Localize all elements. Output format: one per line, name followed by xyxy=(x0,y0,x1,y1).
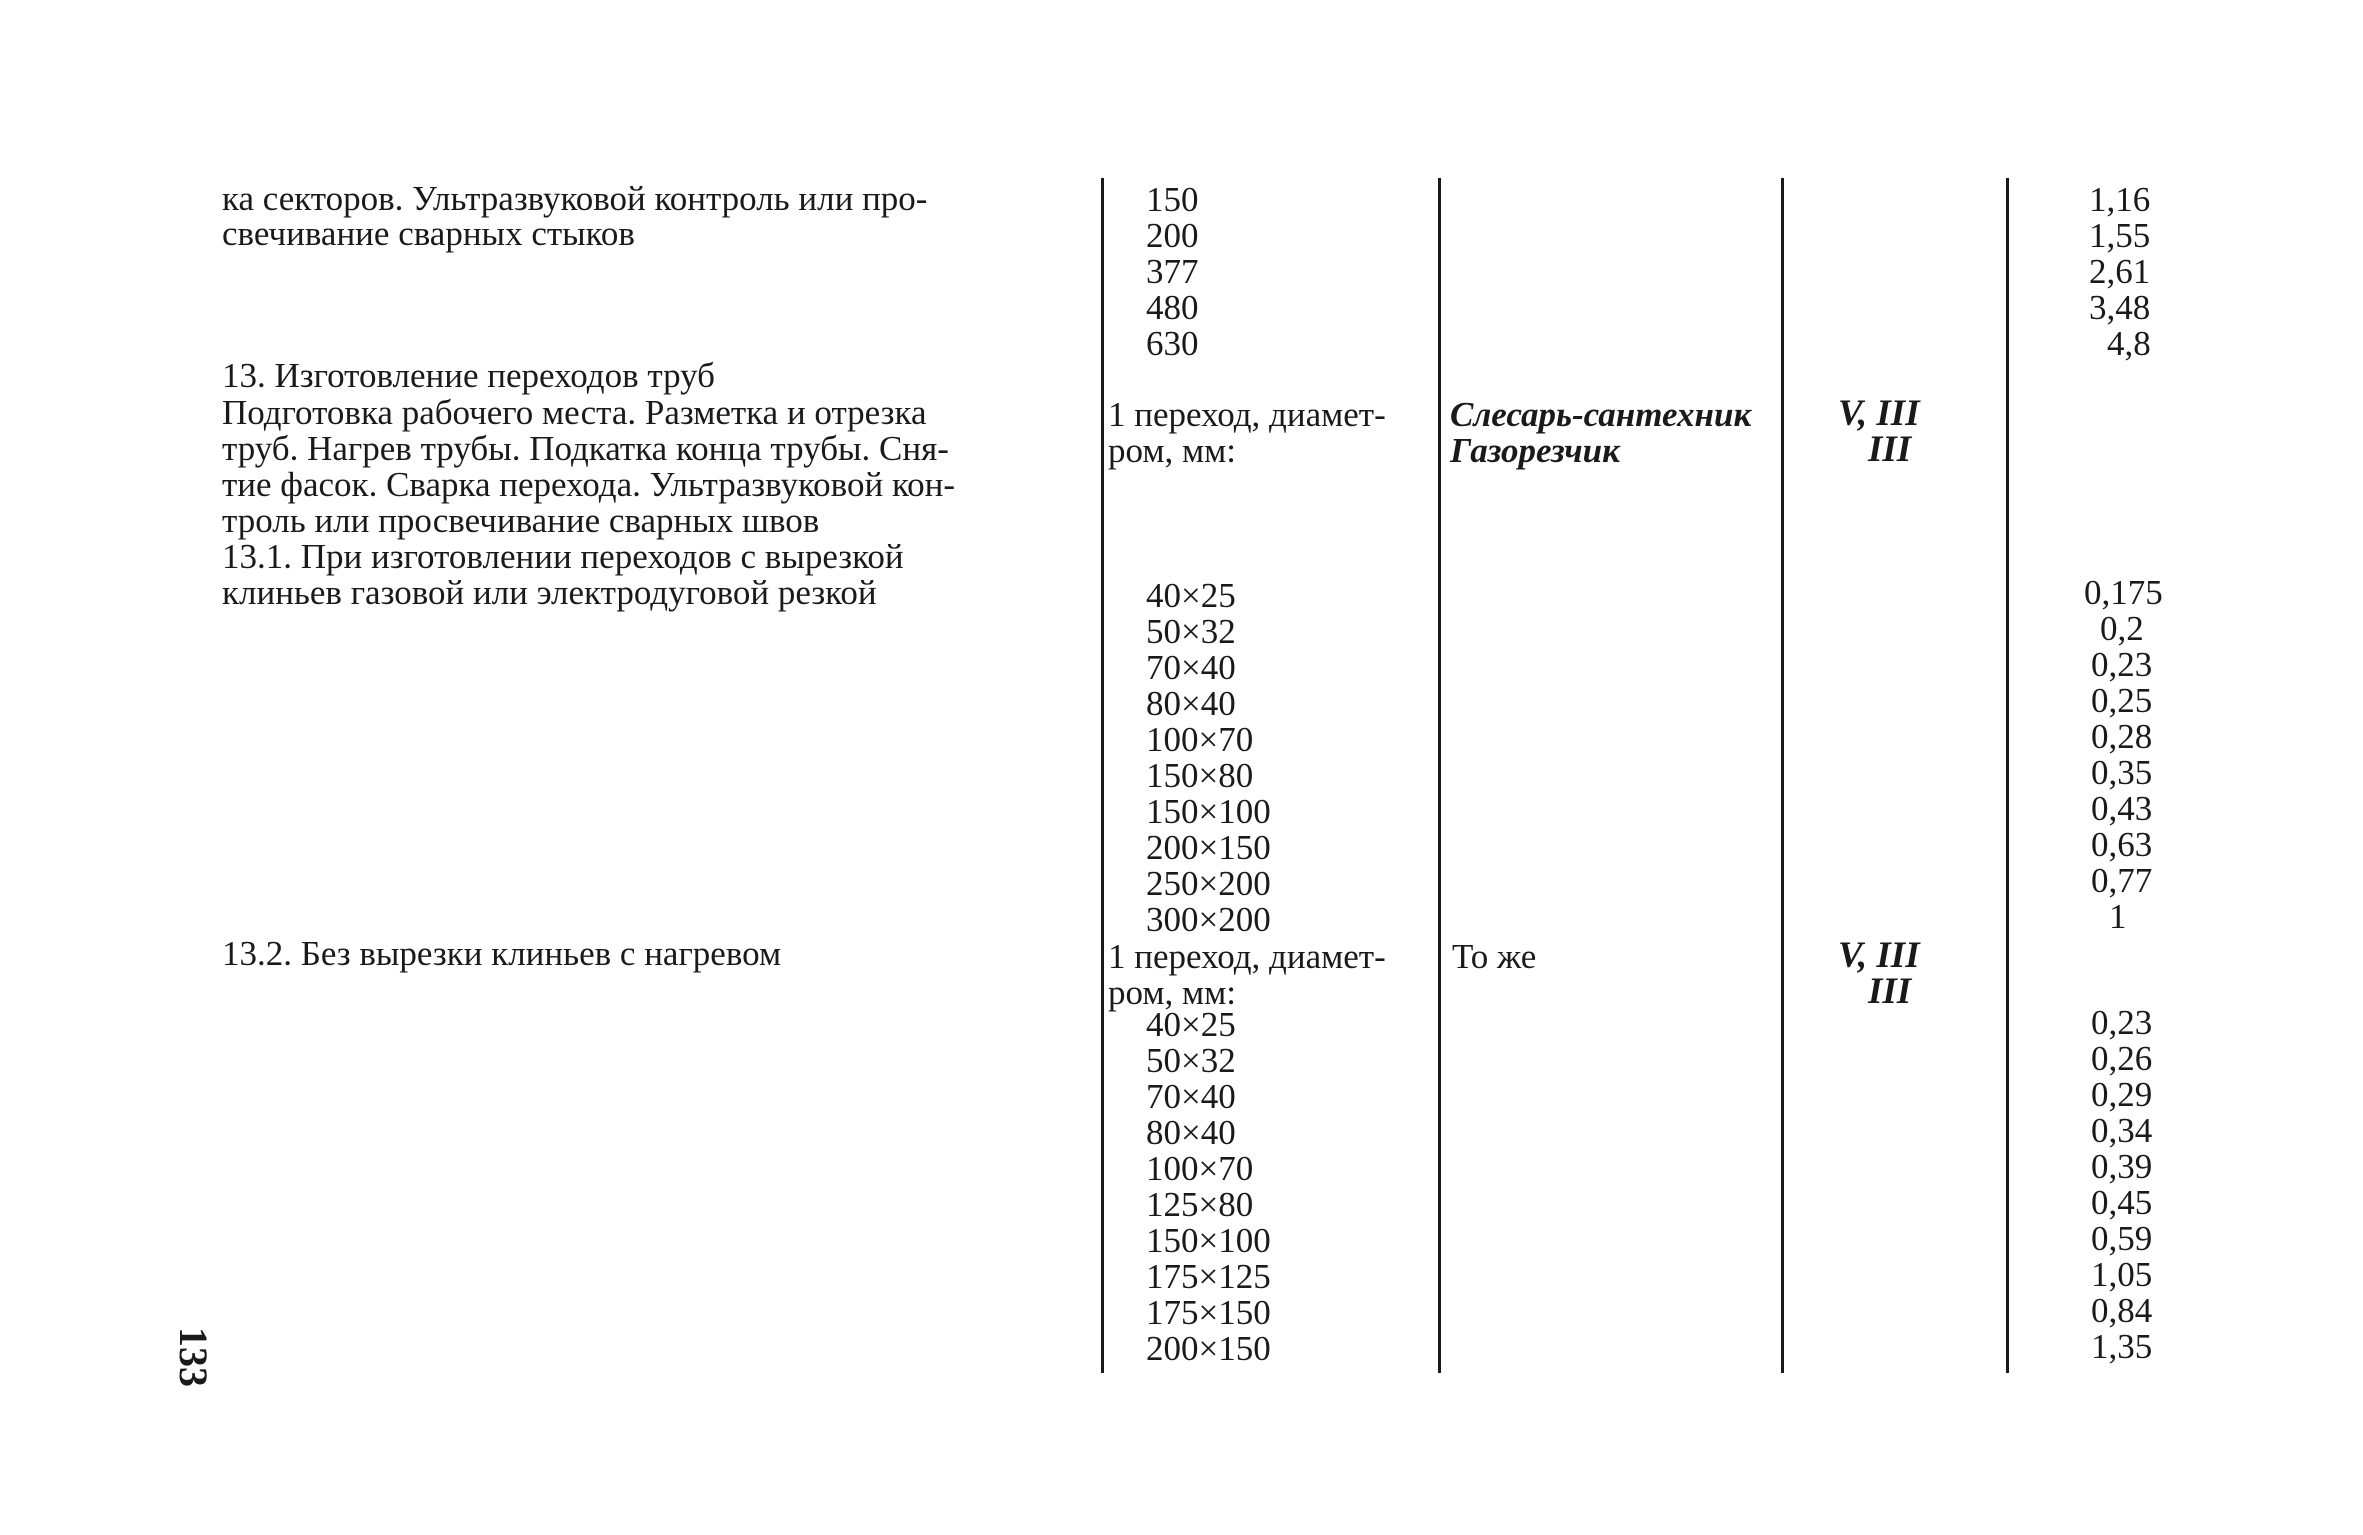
meter-value: 150×80 xyxy=(1146,756,1254,795)
meter-value: 150×100 xyxy=(1146,792,1271,831)
description-line: троль или просвечивание сварных швов xyxy=(222,501,820,540)
norm-value: 0,84 xyxy=(2091,1291,2153,1330)
section-heading: 13. Изготовление переходов труб xyxy=(222,356,715,395)
norm-value: 0,77 xyxy=(2091,861,2153,900)
worker-profession: Газорезчик xyxy=(1450,431,1620,470)
meter-value: 125×80 xyxy=(1146,1185,1254,1224)
norm-value: 0,28 xyxy=(2091,717,2153,756)
norm-value: 3,48 xyxy=(2089,288,2151,327)
norm-value: 0,43 xyxy=(2091,789,2153,828)
meter-value: 200 xyxy=(1146,216,1199,255)
norm-value: 0,39 xyxy=(2091,1147,2153,1186)
norm-value: 4,8 xyxy=(2107,324,2151,363)
meter-unit-line: 1 переход, диамет- xyxy=(1108,395,1386,434)
norm-value: 1,16 xyxy=(2089,180,2151,219)
description-line: труб. Нагрев трубы. Подкатка конца трубы. Сня- xyxy=(222,429,949,468)
norm-value: 1 xyxy=(2109,897,2127,936)
meter-value: 250×200 xyxy=(1146,864,1271,903)
subsection-13-2: 13.2. Без вырезки клиньев с нагревом xyxy=(222,934,782,973)
column-divider-4 xyxy=(2006,178,2009,1373)
norm-value: 0,45 xyxy=(2091,1183,2153,1222)
meter-value: 480 xyxy=(1146,288,1199,327)
norm-value: 0,25 xyxy=(2091,681,2153,720)
grade-value: III xyxy=(1868,429,1912,470)
norm-value: 0,26 xyxy=(2091,1039,2153,1078)
description-line: свечивание сварных стыков xyxy=(222,214,635,253)
column-divider-2 xyxy=(1438,178,1441,1373)
grade-value: V, III xyxy=(1838,935,1920,976)
worker-same-as-above: То же xyxy=(1452,937,1537,976)
meter-value: 70×40 xyxy=(1146,1077,1236,1116)
meter-value: 100×70 xyxy=(1146,720,1254,759)
meter-value: 70×40 xyxy=(1146,648,1236,687)
norm-value: 0,59 xyxy=(2091,1219,2153,1258)
meter-value: 630 xyxy=(1146,324,1199,363)
meter-value: 80×40 xyxy=(1146,1113,1236,1152)
norm-value: 0,23 xyxy=(2091,1003,2153,1042)
norm-value: 0,34 xyxy=(2091,1111,2153,1150)
grade-value: III xyxy=(1868,971,1912,1012)
norm-value: 0,29 xyxy=(2091,1075,2153,1114)
meter-value: 150 xyxy=(1146,180,1199,219)
meter-value: 200×150 xyxy=(1146,1329,1271,1368)
page-number: 133 xyxy=(171,1327,216,1387)
meter-value: 200×150 xyxy=(1146,828,1271,867)
description-line: тие фасок. Сварка перехода. Ультразвуковой кон- xyxy=(222,465,956,504)
description-line: Подготовка рабочего места. Разметка и отрезка xyxy=(222,393,927,432)
norm-value: 0,2 xyxy=(2100,609,2144,648)
subsection-13-1-line: клиньев газовой или электродуговой резкой xyxy=(222,573,877,612)
norm-value: 2,61 xyxy=(2089,252,2151,291)
meter-value: 175×150 xyxy=(1146,1293,1271,1332)
subsection-13-1-line: 13.1. При изготовлении переходов с вырезкой xyxy=(222,537,904,576)
norm-value: 0,35 xyxy=(2091,753,2153,792)
meter-value: 100×70 xyxy=(1146,1149,1254,1188)
grade-value: V, III xyxy=(1838,393,1920,434)
norm-value: 1,35 xyxy=(2091,1327,2153,1366)
worker-profession: Слесарь-сантехник xyxy=(1450,395,1752,434)
norm-value: 0,175 xyxy=(2084,573,2163,612)
meter-value: 377 xyxy=(1146,252,1199,291)
meter-value: 300×200 xyxy=(1146,900,1271,939)
meter-value: 175×125 xyxy=(1146,1257,1271,1296)
column-divider-3 xyxy=(1781,178,1784,1373)
norm-value: 0,23 xyxy=(2091,645,2153,684)
meter-value: 50×32 xyxy=(1146,612,1236,651)
meter-value: 150×100 xyxy=(1146,1221,1271,1260)
description-line: ка секторов. Ультразвуковой контроль или про- xyxy=(222,179,928,218)
meter-unit-line: ром, мм: xyxy=(1108,431,1237,470)
meter-unit-line: ром, мм: xyxy=(1108,973,1237,1012)
column-divider-1 xyxy=(1101,178,1104,1373)
norm-value: 0,63 xyxy=(2091,825,2153,864)
meter-unit-line: 1 переход, диамет- xyxy=(1108,937,1386,976)
meter-value: 80×40 xyxy=(1146,684,1236,723)
meter-value: 40×25 xyxy=(1146,576,1236,615)
meter-value: 40×25 xyxy=(1146,1005,1236,1044)
norm-value: 1,05 xyxy=(2091,1255,2153,1294)
norm-value: 1,55 xyxy=(2089,216,2151,255)
meter-value: 50×32 xyxy=(1146,1041,1236,1080)
